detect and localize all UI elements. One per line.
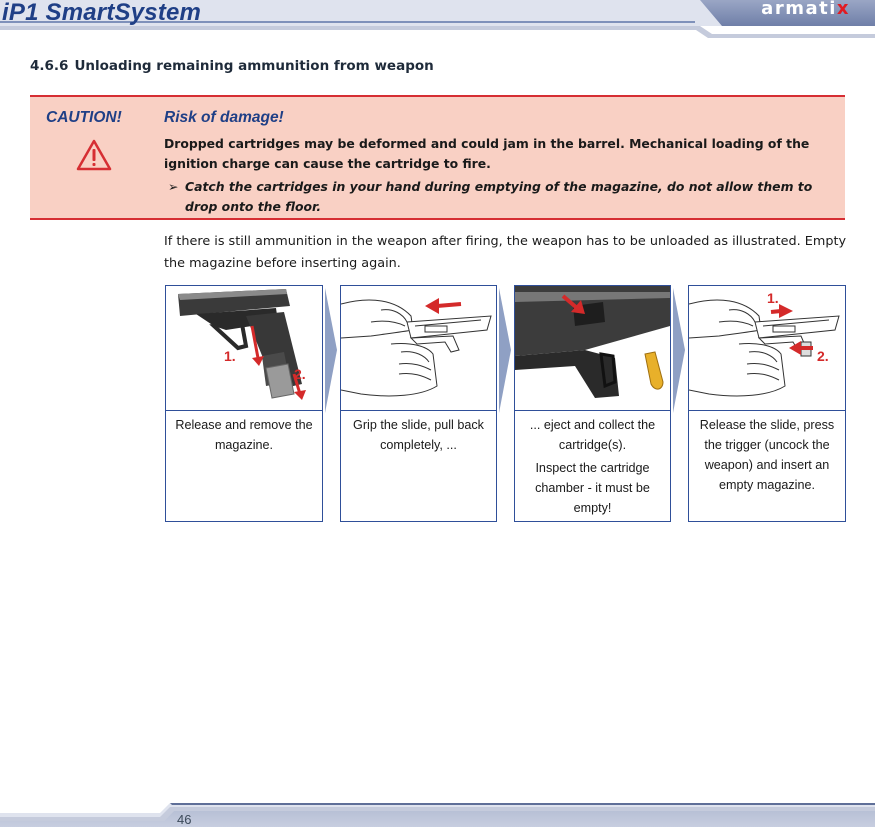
step-4-label-1: 1. bbox=[767, 290, 779, 306]
step-1-caption-text: Release and remove the magazine. bbox=[175, 418, 313, 452]
step-1-caption bbox=[170, 415, 318, 455]
step-1-label-1: 1. bbox=[224, 348, 236, 364]
step-arrow-icon bbox=[325, 288, 337, 413]
section-title bbox=[30, 58, 434, 74]
slide-pull-hands-image bbox=[341, 286, 496, 411]
section-number: 4.6.6 bbox=[30, 58, 69, 74]
step-4-caption-text: Release the slide, press the trigger (uncock the weapon) and insert an empty magazine. bbox=[699, 418, 835, 492]
caution-instruction bbox=[164, 177, 844, 217]
step-4-caption bbox=[693, 415, 841, 495]
step-2-caption bbox=[345, 415, 492, 455]
brand-logo bbox=[761, 0, 850, 19]
footer-band bbox=[0, 799, 875, 827]
caution-text: Dropped cartridges may be deformed and could jam in the barrel. Mechanical loading of the ignition charge can cause the cartridge to fire. bbox=[164, 136, 810, 171]
page-number: 46 bbox=[177, 812, 192, 827]
step-arrow-icon bbox=[499, 288, 511, 413]
warning-triangle-icon bbox=[76, 139, 112, 171]
step-2-illustration bbox=[341, 286, 496, 411]
caution-label: CAUTION! bbox=[46, 109, 122, 126]
cartridge-eject-image bbox=[515, 286, 670, 411]
step-3-caption bbox=[519, 415, 666, 518]
step-3-caption-text-1: ... eject and collect the cartridge(s). bbox=[529, 418, 656, 452]
pistol-magazine-release-image bbox=[166, 286, 322, 411]
step-2-caption-text: Grip the slide, pull back completely, ... bbox=[353, 418, 484, 452]
brand-logo-text: armati bbox=[761, 0, 837, 19]
instruction-arrow-icon: ➢ bbox=[168, 179, 179, 194]
step-4-label-2: 2. bbox=[817, 348, 829, 364]
step-1-label-2: 2. bbox=[294, 366, 306, 382]
step-4-illustration bbox=[689, 286, 845, 411]
page-header bbox=[0, 0, 875, 40]
step-3-illustration bbox=[515, 286, 670, 411]
caution-box bbox=[30, 95, 845, 220]
caution-heading: Risk of damage! bbox=[164, 109, 284, 126]
step-panel-3 bbox=[514, 285, 671, 522]
document-title: iP1 SmartSystem bbox=[2, 0, 202, 26]
page-footer bbox=[0, 799, 875, 827]
step-panel-1 bbox=[165, 285, 323, 522]
step-panel-4 bbox=[688, 285, 846, 522]
step-1-illustration bbox=[166, 286, 322, 411]
body-paragraph: If there is still ammunition in the weapon after firing, the weapon has to be unloaded as illustrated. Empty the magazine before inserting again. bbox=[164, 234, 847, 271]
caution-instruction-text: Catch the cartridges in your hand during emptying of the magazine, do not allow them to drop onto the floor. bbox=[185, 179, 813, 214]
step-arrow-icon bbox=[673, 288, 685, 413]
section-heading: Unloading remaining ammunition from weapon bbox=[74, 58, 434, 74]
step-panel-2 bbox=[340, 285, 497, 522]
brand-logo-x: x bbox=[836, 0, 850, 19]
step-3-caption-text-2: Inspect the cartridge chamber - it must be empty! bbox=[535, 461, 650, 515]
